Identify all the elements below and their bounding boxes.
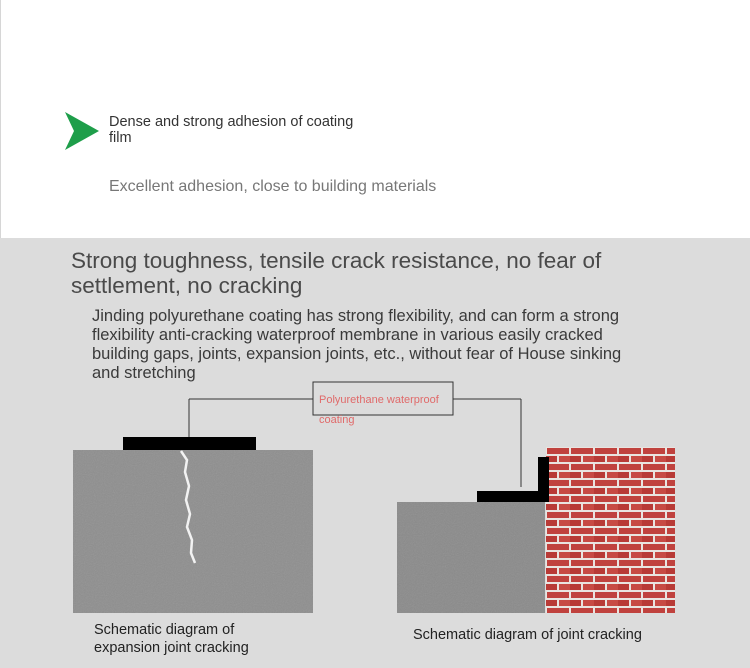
joint-concrete-block: [397, 502, 545, 613]
feature-section: [0, 0, 750, 238]
feature-subtext: Excellent adhesion, close to building materials: [109, 178, 437, 195]
coating-strip-left: [123, 437, 256, 450]
expansion-joint-slab: [73, 450, 313, 613]
brick-wall: [546, 447, 675, 613]
callout-label: Polyurethane waterproof coating: [319, 394, 439, 426]
section-title: Strong toughness, tensile crack resistance, no fear of settlement, no cracking: [71, 248, 602, 298]
green-arrow-icon: [65, 112, 99, 150]
caption-joint-cracking: Schematic diagram of joint cracking: [413, 627, 642, 643]
caption-expansion-joint: Schematic diagram of expansion joint cracking: [94, 622, 249, 656]
coating-strip-right: [477, 457, 549, 502]
feature-heading: Dense and strong adhesion of coating film: [109, 114, 354, 146]
section-body: Jinding polyurethane coating has strong flexibility, and can form a strong flexibility anti-cracking waterproof membrane in various easily cracked building gaps, joints, expansion joints, etc., without fear of House sinking and stretching: [92, 307, 622, 382]
